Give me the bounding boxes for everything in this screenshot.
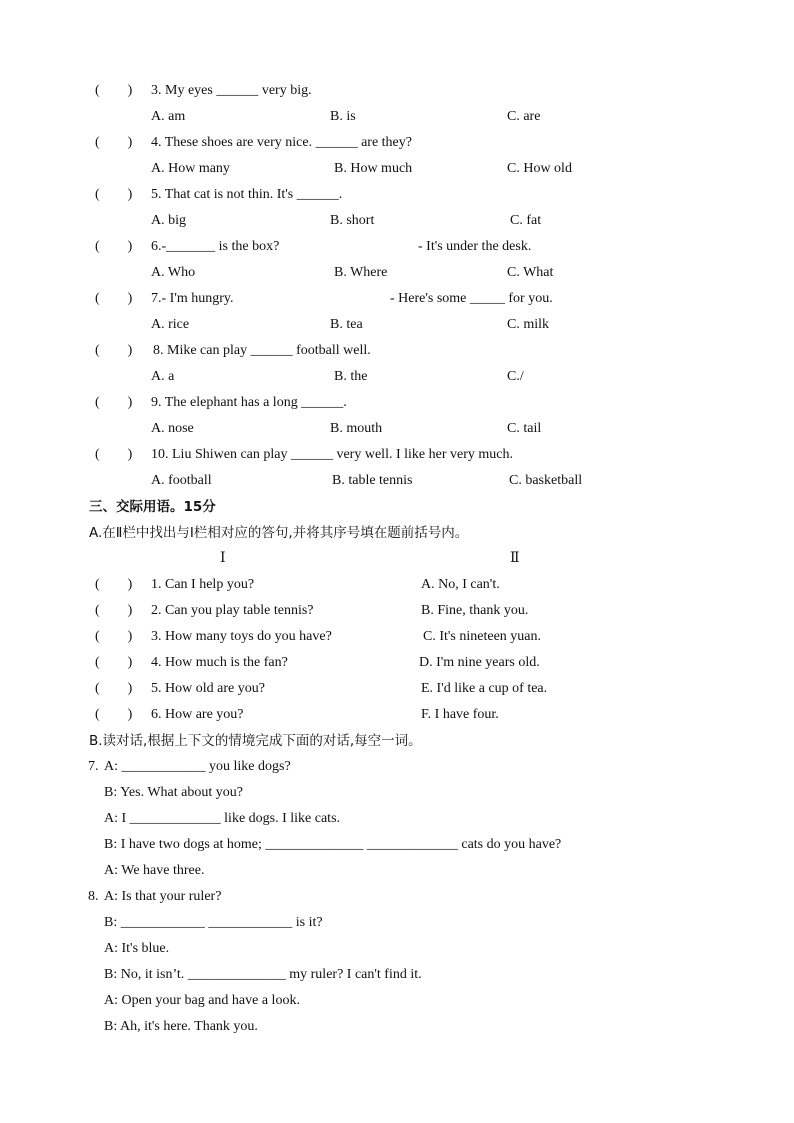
dialog-line (0, 832, 794, 858)
option-b: B. table tennis (332, 473, 413, 488)
dialog-text: A: ____________ you like dogs? (104, 759, 291, 774)
option-c: C. fat (510, 213, 542, 228)
question-row (0, 234, 794, 260)
dialog-line (0, 884, 794, 910)
question-row (0, 442, 794, 468)
question-stem: 7.- I'm hungry. (151, 291, 234, 306)
match-question: 1. Can I help you? (151, 577, 255, 592)
section-title: 三、交际用语。15分 (89, 499, 216, 515)
column-headers (0, 546, 794, 572)
section-heading (0, 494, 794, 520)
match-row (0, 572, 794, 598)
match-row (0, 624, 794, 650)
options-row (0, 260, 794, 286)
match-question: 3. How many toys do you have? (151, 629, 332, 644)
question-stem: 4. These shoes are very nice. ______ are they? (151, 135, 412, 150)
option-b: B. How much (334, 161, 413, 176)
dialog-text: B: Ah, it's here. Thank you. (104, 1019, 258, 1034)
options-row (0, 312, 794, 338)
match-answer: F. I have four. (421, 707, 499, 722)
dialog-text: A: I _____________ like dogs. I like cats. (104, 811, 341, 826)
question-row (0, 286, 794, 312)
match-row (0, 702, 794, 728)
match-question: 5. How old are you? (151, 681, 265, 696)
instruction-a (0, 520, 794, 546)
option-b: B. tea (330, 317, 363, 332)
answer-bracket: ( ) (95, 291, 133, 306)
instruction-text: B.读对话,根据上下文的情境完成下面的对话,每空一词。 (89, 733, 422, 749)
match-question: 6. How are you? (151, 707, 244, 722)
answer-bracket: ( ) (95, 83, 133, 98)
dialog-line (0, 858, 794, 884)
dialog-text: A: We have three. (104, 863, 205, 878)
dialog-line (0, 1014, 794, 1040)
question-stem: 3. My eyes ______ very big. (151, 83, 312, 98)
dialog-line (0, 806, 794, 832)
column-header-2: Ⅱ (510, 551, 520, 566)
answer-bracket: ( ) (95, 187, 133, 202)
option-a: A. a (151, 369, 175, 384)
dialog-text: B: ____________ ____________ is it? (104, 915, 323, 930)
question-row (0, 78, 794, 104)
dialog-number: 7. (88, 759, 99, 774)
match-question: 4. How much is the fan? (151, 655, 288, 670)
answer-bracket: ( ) (95, 603, 133, 618)
match-answer: E. I'd like a cup of tea. (421, 681, 548, 696)
dialog-line (0, 962, 794, 988)
dialog-number: 8. (88, 889, 99, 904)
dialog-line (0, 780, 794, 806)
question-row (0, 130, 794, 156)
option-a: A. big (151, 213, 186, 228)
option-b: B. Where (334, 265, 388, 280)
question-stem: 5. That cat is not thin. It's ______. (151, 187, 343, 202)
answer-bracket: ( ) (95, 577, 133, 592)
options-row (0, 208, 794, 234)
answer-bracket: ( ) (95, 395, 133, 410)
question-row (0, 390, 794, 416)
question-row (0, 338, 794, 364)
options-row (0, 156, 794, 182)
match-answer: B. Fine, thank you. (421, 603, 529, 618)
match-row (0, 650, 794, 676)
dialog-line (0, 988, 794, 1014)
dialog-text: A: It's blue. (104, 941, 170, 956)
option-c: C. What (507, 265, 554, 280)
dialog-text: A: Is that your ruler? (104, 889, 222, 904)
option-c: C. tail (507, 421, 542, 436)
options-row (0, 364, 794, 390)
options-row (0, 468, 794, 494)
answer-bracket: ( ) (95, 707, 133, 722)
dialog-line (0, 754, 794, 780)
match-row (0, 676, 794, 702)
question-stem: 6.-_______ is the box? (151, 239, 280, 254)
option-b: B. is (330, 109, 356, 124)
answer-bracket: ( ) (95, 343, 133, 358)
answer-bracket: ( ) (95, 135, 133, 150)
option-c: C. milk (507, 317, 550, 332)
dialog-response: - Here's some _____ for you. (390, 291, 553, 306)
option-c: C. are (507, 109, 541, 124)
instruction-b (0, 728, 794, 754)
option-b: B. mouth (330, 421, 383, 436)
options-row (0, 416, 794, 442)
answer-bracket: ( ) (95, 239, 133, 254)
dialog-line (0, 936, 794, 962)
option-b: B. short (330, 213, 375, 228)
option-a: A. Who (151, 265, 196, 280)
dialog-text: A: Open your bag and have a look. (104, 993, 300, 1008)
match-question: 2. Can you play table tennis? (151, 603, 314, 618)
dialog-text: B: I have two dogs at home; ______________ _____________ cats do you have? (104, 837, 562, 852)
option-b: B. the (334, 369, 368, 384)
question-row (0, 182, 794, 208)
dialog-response: - It's under the desk. (418, 239, 532, 254)
question-stem: 10. Liu Shiwen can play ______ very well. I like her very much. (151, 447, 513, 462)
column-header-1: Ⅰ (220, 551, 226, 566)
option-a: A. football (151, 473, 212, 488)
instruction-text: A.在Ⅱ栏中找出与Ⅰ栏相对应的答句,并将其序号填在题前括号内。 (89, 525, 469, 541)
option-a: A. rice (151, 317, 190, 332)
option-c: C. How old (507, 161, 572, 176)
question-stem: 8. Mike can play ______ football well. (153, 343, 371, 358)
options-row (0, 104, 794, 130)
option-c: C./ (507, 369, 524, 384)
match-answer: D. I'm nine years old. (419, 655, 540, 670)
dialog-text: B: Yes. What about you? (104, 785, 243, 800)
answer-bracket: ( ) (95, 655, 133, 670)
option-a: A. How many (151, 161, 230, 176)
match-answer: A. No, I can't. (421, 577, 500, 592)
answer-bracket: ( ) (95, 629, 133, 644)
dialog-text: B: No, it isn’t. ______________ my ruler? I can't find it. (104, 967, 422, 982)
dialog-line (0, 910, 794, 936)
answer-bracket: ( ) (95, 447, 133, 462)
answer-bracket: ( ) (95, 681, 133, 696)
option-a: A. am (151, 109, 186, 124)
option-a: A. nose (151, 421, 194, 436)
match-row (0, 598, 794, 624)
match-answer: C. It's nineteen yuan. (423, 629, 541, 644)
option-c: C. basketball (509, 473, 583, 488)
question-stem: 9. The elephant has a long ______. (151, 395, 347, 410)
